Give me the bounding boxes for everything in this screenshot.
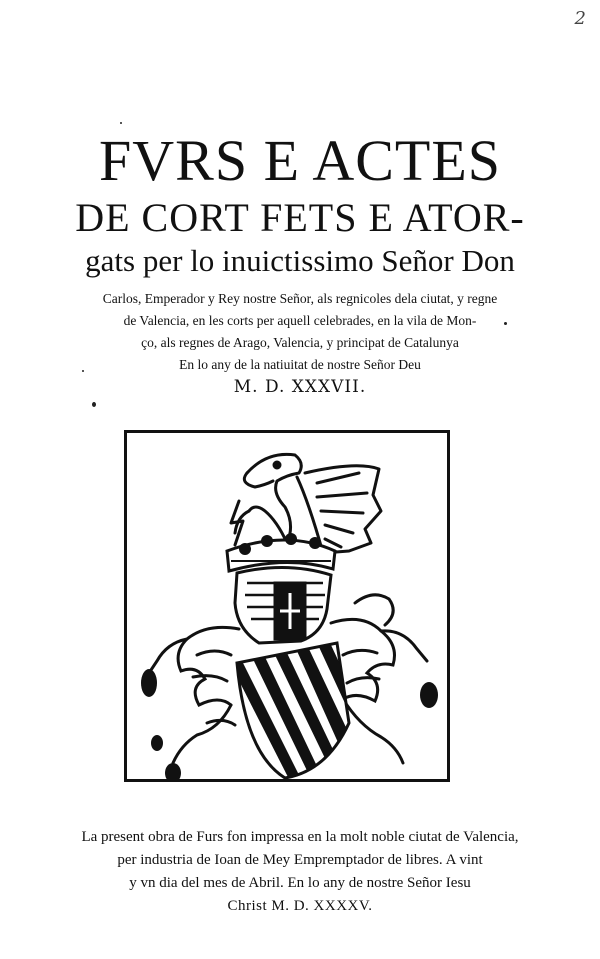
colophon-line-1: La present obra de Furs fon impressa en la molt noble ciutat de Valencia, xyxy=(81,829,519,845)
helmet xyxy=(235,567,331,643)
colophon-line-3: y vn dia del mes de Abril. En lo any de nostre Señor Iesu xyxy=(129,875,471,891)
subtitle-line-6: ço, als regnes de Arago, Valencia, y principat de Catalunya xyxy=(141,335,459,350)
heraldic-shield xyxy=(231,643,359,779)
publication-date: M. D. XXXVII. xyxy=(233,377,367,397)
colophon-line-2: per industria de Ioan de Mey Empremptador de libres. A vint xyxy=(117,852,483,868)
ink-speck xyxy=(504,322,507,325)
title-line-3: gats per lo inuictissimo Señor Don xyxy=(85,243,515,278)
title-line-2: DE CORT FETS E ATOR- xyxy=(75,195,525,240)
ink-speck xyxy=(92,402,96,407)
dragon-crest xyxy=(231,454,381,553)
ink-speck xyxy=(120,122,122,124)
folio-number: 2 xyxy=(574,8,586,29)
subtitle-line-7: En lo any de la natiuitat de nostre Señor Deu xyxy=(179,357,421,372)
crown xyxy=(227,533,335,571)
subtitle-line-5: de Valencia, en les corts per aquell celebrades, en la vila de Mon- xyxy=(123,313,477,328)
title-line-1: FVRS E ACTES xyxy=(99,128,501,193)
colophon xyxy=(0,826,600,918)
coat-of-arms-illustration xyxy=(127,433,447,779)
subtitle-line-4: Carlos, Emperador y Rey nostre Señor, als regnicoles dela ciutat, y regne xyxy=(102,291,498,306)
ink-speck xyxy=(82,370,84,372)
colophon-line-4: Christ M. D. XXXXV. xyxy=(227,898,373,914)
coat-of-arms-woodcut xyxy=(124,430,450,782)
title-block xyxy=(0,128,600,398)
